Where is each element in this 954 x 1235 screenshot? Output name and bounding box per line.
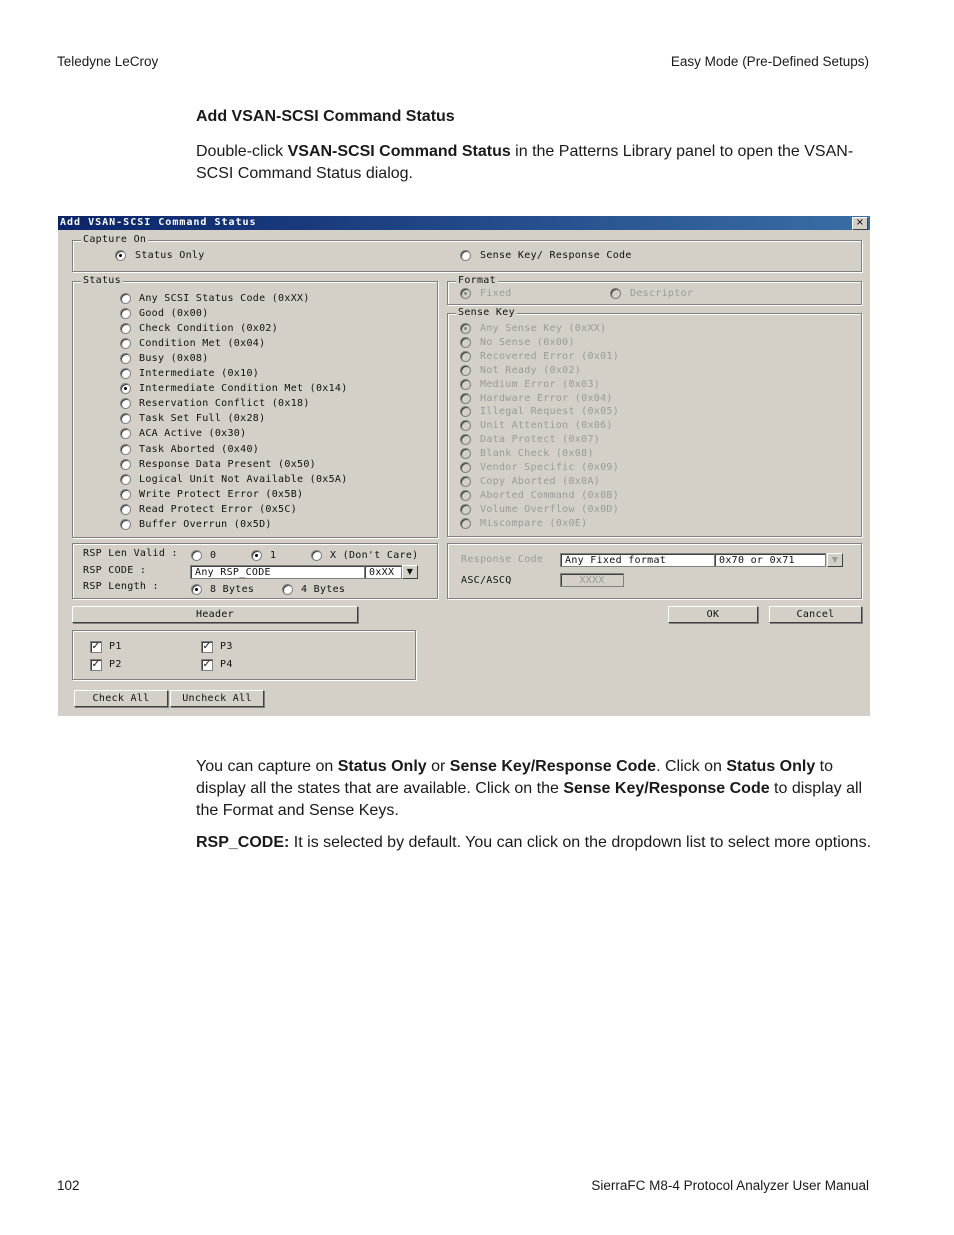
running-header-right: Easy Mode (Pre-Defined Setups) xyxy=(670,54,869,69)
sense-key-option-label: Copy Aborted (0x0A) xyxy=(480,475,601,487)
status-option-radio[interactable] xyxy=(120,459,131,470)
p3-label: P3 xyxy=(220,641,233,652)
p2-checkbox[interactable]: ✓ xyxy=(91,659,101,670)
p1-bold-2: Sense Key/Response Code xyxy=(449,758,657,775)
sense-key-option-label: Vendor Specific (0x09) xyxy=(480,462,620,473)
status-option-label: Check Condition (0x02) xyxy=(139,323,279,335)
status-option-label: Response Data Present (0x50) xyxy=(139,458,316,470)
check-all-button[interactable]: Check All xyxy=(74,690,168,707)
running-footer-right: SierraFC M8-4 Protocol Analyzer User Manual xyxy=(591,1178,869,1193)
sense-key-option-label: Illegal Request (0x05) xyxy=(480,406,620,418)
sense-key-option-label: Blank Check (0x08) xyxy=(480,448,594,460)
status-option-label: Write Protect Error (0x5B) xyxy=(139,488,304,500)
format-descriptor-label: Descriptor xyxy=(630,288,694,299)
status-option-label: Logical Unit Not Available (0x5A) xyxy=(139,473,348,485)
sense-key-option-label: Hardware Error (0x04) xyxy=(480,392,613,404)
section-title: Add VSAN-SCSI Command Status xyxy=(196,108,455,125)
response-code-field[interactable]: Any Fixed format xyxy=(560,553,715,567)
p1-text-4: to display all the states that are available. Click on the xyxy=(196,758,834,797)
status-option-radio[interactable] xyxy=(120,308,131,319)
sense-key-option-label: Aborted Command (0x0B) xyxy=(480,489,620,501)
sense-key-option-radio[interactable] xyxy=(460,365,471,376)
status-option-label: Buffer Overrun (0x5D) xyxy=(139,518,272,530)
dialog-title: Add VSAN-SCSI Command Status xyxy=(60,217,257,228)
rsp-code-paragraph xyxy=(196,832,872,854)
p3-checkbox[interactable]: ✓ xyxy=(202,641,212,652)
sense-key-option-label: Recovered Error (0x01) xyxy=(480,350,620,362)
sense-key-option-radio[interactable] xyxy=(460,518,471,529)
p1-text-3: . Click on xyxy=(656,758,727,775)
format-fixed-radio[interactable] xyxy=(460,288,471,299)
rsp-length-8-radio[interactable] xyxy=(191,584,202,595)
format-fixed-label: Fixed xyxy=(480,288,512,299)
rsp-code-field[interactable]: Any RSP_CODE xyxy=(190,565,365,579)
rsp-length-label: RSP Length : xyxy=(83,581,159,592)
p1-bold-1: Status Only xyxy=(337,758,427,775)
p4-label: P4 xyxy=(220,659,233,670)
response-code-label: Response Code xyxy=(461,554,544,565)
capture-sense-key-radio[interactable] xyxy=(460,250,471,261)
status-option-radio[interactable] xyxy=(120,489,131,500)
sense-key-option-label: Medium Error (0x03) xyxy=(480,378,601,390)
format-group-label: Format xyxy=(458,275,496,286)
format-descriptor-radio[interactable] xyxy=(610,288,621,299)
dialog-titlebar xyxy=(58,216,870,230)
rsp-code-label: RSP CODE : xyxy=(83,565,147,576)
status-option-label: Task Aborted (0x40) xyxy=(139,443,260,455)
status-option-label: Reservation Conflict (0x18) xyxy=(139,398,310,410)
intro-text-2: in the Patterns Library panel to open the VSAN-SCSI Command Status dialog. xyxy=(196,143,854,182)
p4-checkbox[interactable]: ✓ xyxy=(202,659,212,670)
sense-key-option-radio[interactable] xyxy=(460,504,471,515)
sense-key-option-radio[interactable] xyxy=(460,476,471,487)
status-option-radio[interactable] xyxy=(120,293,131,304)
sense-key-option-label: No Sense (0x00) xyxy=(480,336,575,348)
status-option-label: Intermediate Condition Met (0x14) xyxy=(139,383,348,395)
sense-key-group-label: Sense Key xyxy=(458,307,515,318)
rsp-length-4-radio[interactable] xyxy=(282,584,293,595)
p1-label: P1 xyxy=(109,641,122,652)
status-option-label: Good (0x00) xyxy=(139,308,209,320)
sense-key-option-label: Any Sense Key (0xXX) xyxy=(480,323,607,334)
rsp-code-hex-field[interactable]: 0xXX xyxy=(364,565,402,579)
running-header-left: Teledyne LeCroy xyxy=(57,54,159,69)
capture-sense-key-label: Sense Key/ Response Code xyxy=(480,250,632,261)
close-icon[interactable]: × xyxy=(852,217,868,230)
p2-label: P2 xyxy=(109,659,122,670)
status-option-radio[interactable] xyxy=(120,474,131,485)
status-option-radio[interactable] xyxy=(120,504,131,515)
status-option-label: Condition Met (0x04) xyxy=(139,338,266,350)
rsp-len-valid-0-label: 0 xyxy=(210,550,217,561)
sense-key-option-radio[interactable] xyxy=(460,323,471,334)
cancel-button[interactable]: Cancel xyxy=(769,606,862,623)
p1-bold-3: Status Only xyxy=(726,758,816,775)
status-option-label: Task Set Full (0x28) xyxy=(139,413,266,425)
add-vsan-scsi-command-status-dialog xyxy=(58,216,870,716)
status-group-label: Status xyxy=(83,275,121,286)
p1-text-1: You can capture on xyxy=(196,758,338,775)
capture-status-only-label: Status Only xyxy=(135,250,205,261)
pattern-checkbox-group xyxy=(72,630,416,680)
rsp-len-valid-1-label: 1 xyxy=(270,550,277,561)
sense-key-option-radio[interactable] xyxy=(460,379,471,390)
sense-key-option-radio[interactable] xyxy=(460,462,471,473)
rsp-len-valid-x-radio[interactable] xyxy=(311,550,322,561)
page-number: 102 xyxy=(57,1178,80,1193)
ok-button[interactable]: OK xyxy=(668,606,758,623)
rsp-code-dropdown-icon[interactable]: ▼ xyxy=(402,565,418,579)
capture-status-only-radio[interactable] xyxy=(115,250,126,261)
rsp-length-4-label: 4 Bytes xyxy=(301,584,346,595)
intro-text-1: Double-click xyxy=(196,143,288,160)
status-option-label: Read Protect Error (0x5C) xyxy=(139,503,298,515)
sense-key-option-label: Data Protect (0x07) xyxy=(480,434,601,446)
sense-key-option-label: Not Ready (0x02) xyxy=(480,364,582,376)
uncheck-all-button[interactable]: Uncheck All xyxy=(170,690,264,707)
status-option-label: Busy (0x08) xyxy=(139,353,209,365)
sense-key-option-radio[interactable] xyxy=(460,351,471,362)
sense-key-option-label: Miscompare (0x0E) xyxy=(480,517,588,529)
sense-key-option-radio[interactable] xyxy=(460,490,471,501)
intro-bold-1: VSAN-SCSI Command Status xyxy=(287,143,511,160)
p2-text-1: It is selected by default. You can click on the dropdown list to select more options. xyxy=(289,834,872,851)
p1-checkbox[interactable]: ✓ xyxy=(91,641,101,652)
response-code-group xyxy=(447,543,862,599)
intro-paragraph xyxy=(196,141,872,185)
status-option-radio[interactable] xyxy=(120,444,131,455)
capture-on-label: Capture On xyxy=(83,234,147,245)
status-option-label: Any SCSI Status Code (0xXX) xyxy=(139,293,310,304)
header-button[interactable]: Header xyxy=(72,606,358,623)
sense-key-option-label: Unit Attention (0x06) xyxy=(480,420,613,432)
sense-key-option-radio[interactable] xyxy=(460,337,471,348)
rsp-length-8-label: 8 Bytes xyxy=(210,584,255,595)
p1-text-2: or xyxy=(426,758,450,775)
p1-text-5: to display all the Format and Sense Keys. xyxy=(196,780,863,819)
status-option-label: Intermediate (0x10) xyxy=(139,368,260,380)
sense-key-option-radio[interactable] xyxy=(460,393,471,404)
asc-ascq-label: ASC/ASCQ xyxy=(461,575,512,586)
capture-explanation-paragraph xyxy=(196,756,872,822)
rsp-len-valid-x-label: X (Don't Care) xyxy=(330,550,419,561)
response-code-dropdown-icon[interactable]: ▼ xyxy=(827,553,843,567)
response-code-hex-field[interactable]: 0x70 or 0x71 xyxy=(714,553,826,567)
rsp-len-valid-0-radio[interactable] xyxy=(191,550,202,561)
sense-key-option-label: Volume Overflow (0x0D) xyxy=(480,503,620,515)
p1-bold-4: Sense Key/Response Code xyxy=(563,780,770,797)
rsp-len-valid-label: RSP Len Valid : xyxy=(83,548,178,559)
rsp-len-valid-1-radio[interactable] xyxy=(251,550,262,561)
p2-bold-1: RSP_CODE: xyxy=(196,834,290,851)
status-option-radio[interactable] xyxy=(120,519,131,530)
status-option-label: ACA Active (0x30) xyxy=(139,428,247,440)
asc-ascq-field[interactable]: XXXX xyxy=(560,573,624,587)
